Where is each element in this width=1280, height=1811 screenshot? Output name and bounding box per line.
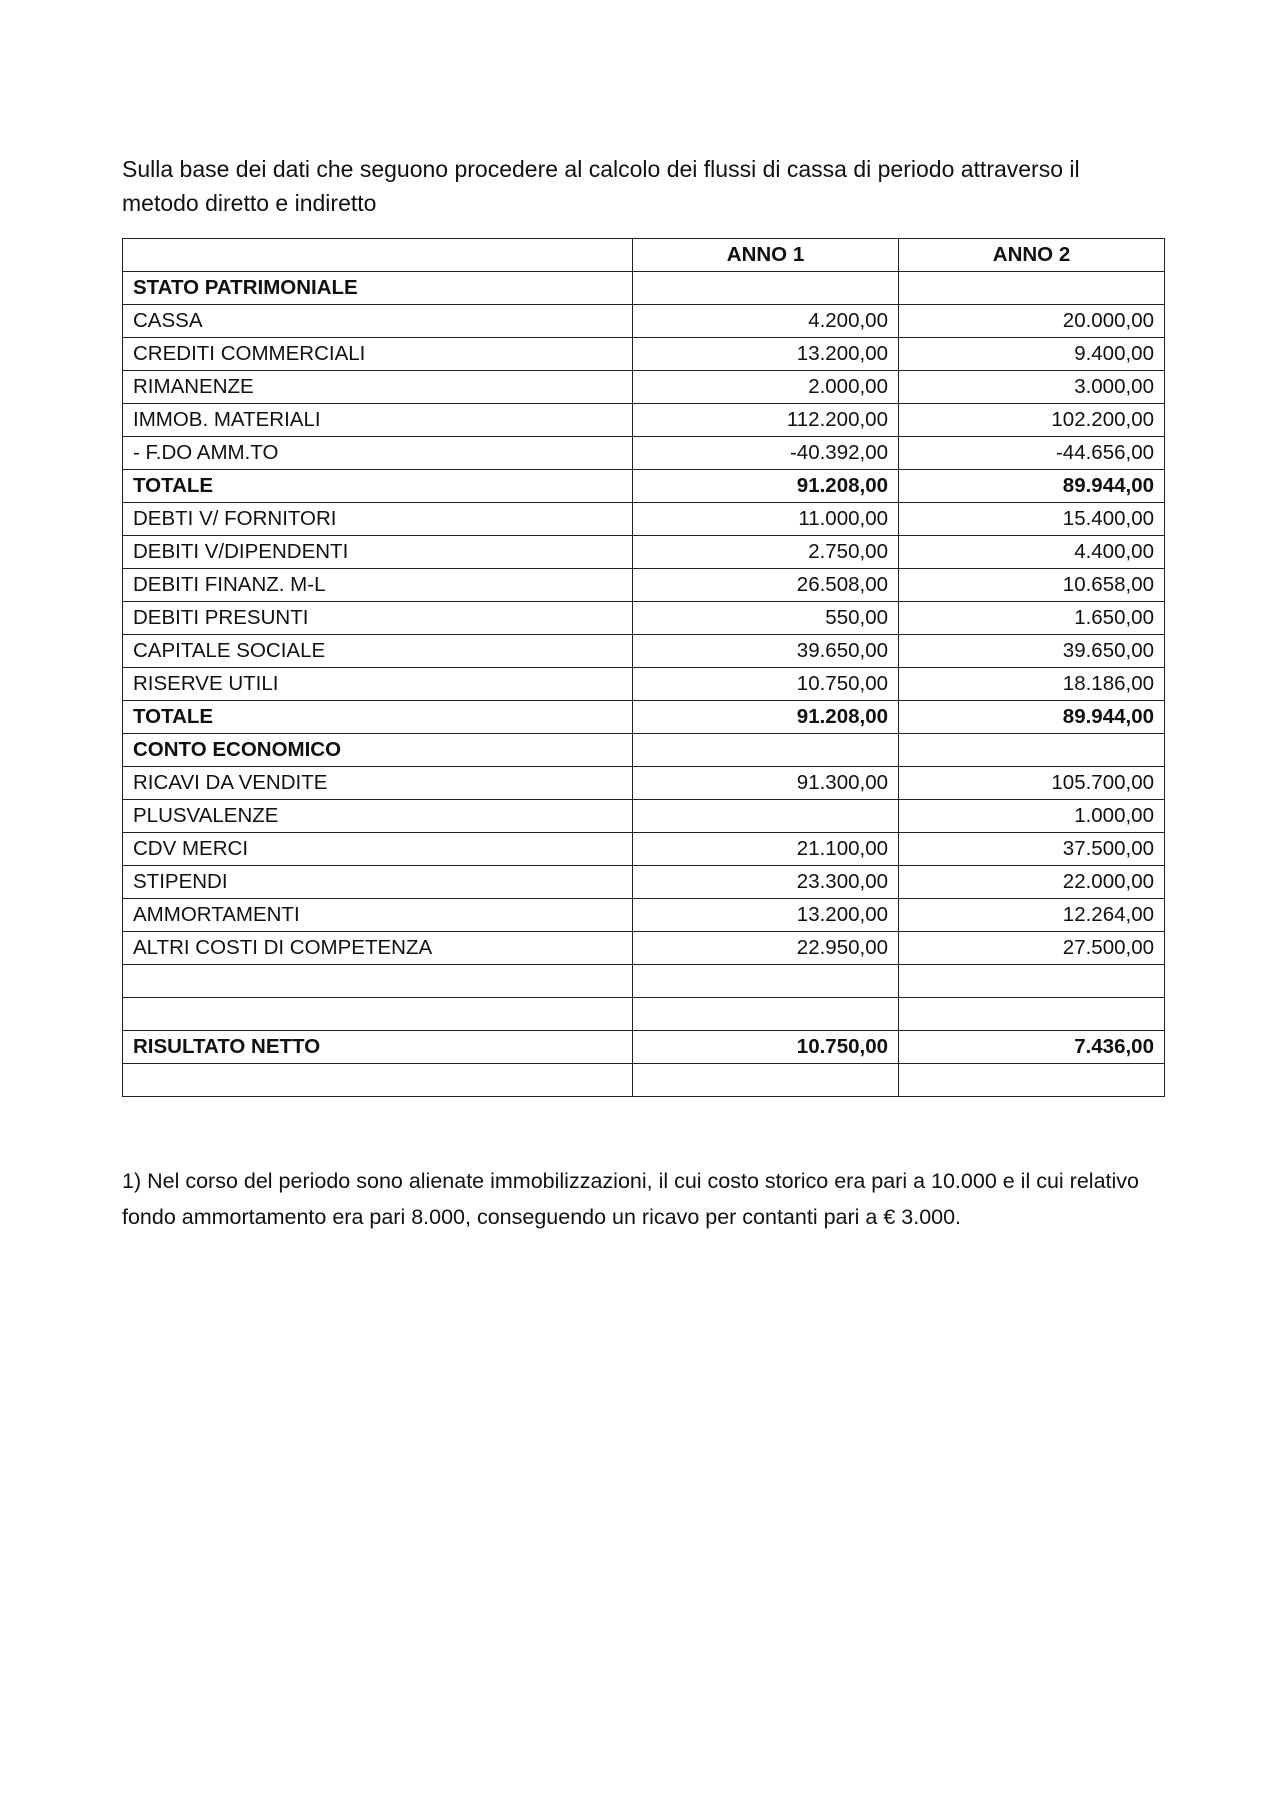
table-row [123,800,1165,833]
anno-2-value-cell: 1.650,00 [899,602,1165,635]
anno-1-value-cell: 23.300,00 [633,866,899,899]
table-row [123,1064,1165,1097]
anno-2-value-cell: 20.000,00 [899,305,1165,338]
anno-1-value-cell [633,1064,899,1097]
anno-1-value-cell: 22.950,00 [633,932,899,965]
financial-data-table [122,238,1165,1097]
anno-2-value-cell: 39.650,00 [899,635,1165,668]
table-row [123,305,1165,338]
table-row [123,932,1165,965]
anno-1-value-cell: -40.392,00 [633,437,899,470]
anno-2-value-cell: 89.944,00 [899,701,1165,734]
row-label-cell: ALTRI COSTI DI COMPETENZA [123,932,633,965]
anno-2-value-cell: 15.400,00 [899,503,1165,536]
row-label-cell: - F.DO AMM.TO [123,437,633,470]
row-label-cell: RISULTATO NETTO [123,1031,633,1064]
table-row [123,701,1165,734]
anno-2-value-cell: -44.656,00 [899,437,1165,470]
anno-1-value-cell [633,272,899,305]
anno-1-value-cell: 550,00 [633,602,899,635]
table-row [123,470,1165,503]
anno-2-value-cell [899,998,1165,1031]
anno-1-value-cell: 11.000,00 [633,503,899,536]
anno-2-value-cell [899,1064,1165,1097]
table-row [123,998,1165,1031]
table-row [123,965,1165,998]
intro-paragraph: Sulla base dei dati che seguono procedere al calcolo dei flussi di cassa di periodo attraverso il metodo diretto e indiretto [122,156,1080,216]
table-body [123,272,1165,1097]
anno-2-value-cell [899,965,1165,998]
row-label-cell: RIMANENZE [123,371,633,404]
row-label-cell: RISERVE UTILI [123,668,633,701]
table-row [123,272,1165,305]
table-row [123,767,1165,800]
anno-1-value-cell: 2.000,00 [633,371,899,404]
table-row [123,602,1165,635]
anno-2-value-cell: 105.700,00 [899,767,1165,800]
header-cell-anno-1: ANNO 1 [633,239,899,272]
row-label-cell: DEBITI FINANZ. M-L [123,569,633,602]
anno-2-value-cell: 22.000,00 [899,866,1165,899]
anno-1-value-cell: 91.208,00 [633,470,899,503]
table-row [123,899,1165,932]
anno-1-value-cell: 91.300,00 [633,767,899,800]
note-paragraph: 1) Nel corso del periodo sono alienate immobilizzazioni, il cui costo storico era pari a 10.000 e il cui relativo fondo ammortamento era pari 8.000, conseguendo un ricavo per contanti pari a € 3.000. [122,1169,1139,1229]
row-label-cell [123,1064,633,1097]
row-label-cell: AMMORTAMENTI [123,899,633,932]
row-label-cell: DEBTI V/ FORNITORI [123,503,633,536]
anno-2-value-cell: 12.264,00 [899,899,1165,932]
table-header-row [123,239,1165,272]
row-label-cell: TOTALE [123,701,633,734]
table-row [123,734,1165,767]
header-cell-anno-2: ANNO 2 [899,239,1165,272]
table-row [123,437,1165,470]
anno-1-value-cell: 91.208,00 [633,701,899,734]
row-label-cell: DEBITI V/DIPENDENTI [123,536,633,569]
row-label-cell: DEBITI PRESUNTI [123,602,633,635]
anno-2-value-cell: 1.000,00 [899,800,1165,833]
header-cell-label [123,239,633,272]
anno-1-value-cell: 13.200,00 [633,338,899,371]
anno-2-value-cell: 37.500,00 [899,833,1165,866]
anno-1-value-cell [633,734,899,767]
anno-1-value-cell: 112.200,00 [633,404,899,437]
row-label-cell [123,965,633,998]
anno-2-value-cell: 102.200,00 [899,404,1165,437]
table-row [123,536,1165,569]
table-row [123,569,1165,602]
row-label-cell: TOTALE [123,470,633,503]
anno-2-value-cell: 3.000,00 [899,371,1165,404]
anno-1-value-cell: 39.650,00 [633,635,899,668]
anno-2-value-cell: 89.944,00 [899,470,1165,503]
table-row [123,833,1165,866]
row-label-cell [123,998,633,1031]
table-row [123,338,1165,371]
anno-1-value-cell: 2.750,00 [633,536,899,569]
row-label-cell: STIPENDI [123,866,633,899]
anno-1-value-cell: 26.508,00 [633,569,899,602]
table-row [123,635,1165,668]
row-label-cell: STATO PATRIMONIALE [123,272,633,305]
anno-1-value-cell [633,998,899,1031]
table-row [123,866,1165,899]
anno-1-value-cell: 13.200,00 [633,899,899,932]
row-label-cell: CAPITALE SOCIALE [123,635,633,668]
anno-1-value-cell [633,965,899,998]
anno-2-value-cell: 7.436,00 [899,1031,1165,1064]
anno-2-value-cell [899,734,1165,767]
anno-1-value-cell [633,800,899,833]
row-label-cell: CASSA [123,305,633,338]
table-row [123,668,1165,701]
anno-1-value-cell: 10.750,00 [633,1031,899,1064]
row-label-cell: CDV MERCI [123,833,633,866]
anno-1-value-cell: 21.100,00 [633,833,899,866]
anno-2-value-cell [899,272,1165,305]
row-label-cell: RICAVI DA VENDITE [123,767,633,800]
table-row [123,1031,1165,1064]
row-label-cell: CREDITI COMMERCIALI [123,338,633,371]
anno-1-value-cell: 10.750,00 [633,668,899,701]
anno-1-value-cell: 4.200,00 [633,305,899,338]
row-label-cell: CONTO ECONOMICO [123,734,633,767]
anno-2-value-cell: 9.400,00 [899,338,1165,371]
row-label-cell: IMMOB. MATERIALI [123,404,633,437]
anno-2-value-cell: 18.186,00 [899,668,1165,701]
table-row [123,404,1165,437]
anno-2-value-cell: 10.658,00 [899,569,1165,602]
row-label-cell: PLUSVALENZE [123,800,633,833]
table-row [123,503,1165,536]
table-row [123,371,1165,404]
anno-2-value-cell: 4.400,00 [899,536,1165,569]
anno-2-value-cell: 27.500,00 [899,932,1165,965]
